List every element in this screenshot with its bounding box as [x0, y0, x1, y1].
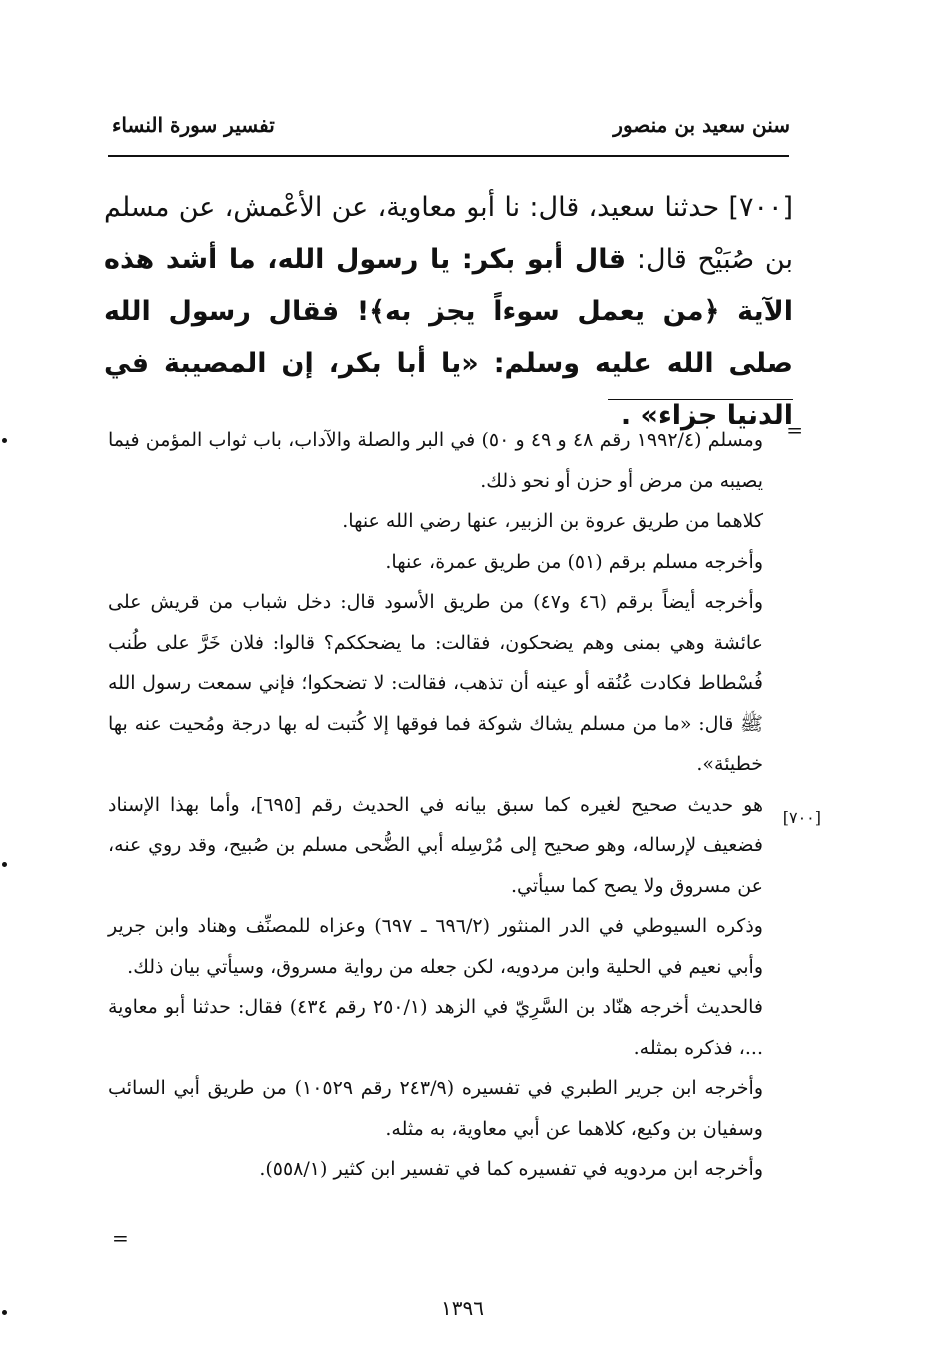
footnote-paragraph: وأخرجه مسلم برقم (٥١) من طريق عمرة، عنها.	[385, 550, 763, 573]
hadith-number: [٧٠٠]	[728, 192, 793, 223]
note-paragraph: وذكره السيوطي في الدر المنثور (٦٩٦/٢ ـ ٦٩٧) وعزاه للمصنِّف وهناد وابن جرير وأبي نعيم في الحلية وابن مردويه، لكن جعله من رواية مسروق، وسيأتي بيان ذلك.	[108, 915, 763, 978]
header-rule	[108, 155, 789, 157]
hadith-matn: قال أبو بكر: يا رسول الله، ما أشد هذه الآية ﴿من يعمل سوءاً يجز به﴾! فقال رسول الله صلى الله عليه وسلم: «يا أبا بكر، إن المصيبة في الدنيا جزاء» .	[104, 244, 793, 431]
footnote-paragraph: كلاهما من طريق عروة بن الزبير، عنها رضي الله عنها.	[342, 510, 763, 532]
scan-speck	[2, 862, 7, 867]
continuation-mark-bottom: =	[112, 1226, 129, 1250]
hadith-isnad: حدثنا سعيد، قال: نا أبو معاوية، عن الأعْمش، عن مسلم بن صُبَيْح قال:	[104, 192, 794, 275]
running-header-book-title: سنن سعيد بن منصور	[613, 113, 790, 137]
footnote-paragraph: ومسلم (١٩٩٢/٤ رقم ٤٨ و ٤٩ و ٥٠) في البر والصلة والآداب، باب ثواب المؤمن فيما يصيبه من مرض أو حزن أو نحو ذلك.	[108, 429, 764, 492]
scan-speck	[2, 1310, 7, 1315]
footnote-separator	[608, 399, 793, 400]
footnote-number: [٧٠٠]	[782, 808, 821, 827]
note-paragraph: وأخرجه ابن مردويه في تفسيره كما في تفسير ابن كثير (٥٥٨/١).	[259, 1158, 763, 1180]
hadith-text	[104, 182, 793, 442]
note-paragraph: وأخرجه ابن جرير الطبري في تفسيره (٢٤٣/٩ رقم ١٠٥٢٩) من طريق أبي السائب وسفيان بن وكيع، كلاهما عن أبي معاوية، به مثله.	[108, 1077, 764, 1140]
running-header-section-title: تفسير سورة النساء	[112, 113, 275, 137]
note-paragraph: هو حديث صحيح لغيره كما سبق بيانه في الحديث رقم [٦٩٥]، وأما بهذا الإسناد فضعيف لإرساله، وهو صحيح إلى مُرْسِله أبي الضُّحى مسلم بن صُبيح، وقد روي عنه، عن مسروق ولا يصح كما سيأتي.	[108, 793, 763, 897]
footnote-paragraph: وأخرجه أيضاً برقم (٤٦ و٤٧) من طريق الأسود قال: دخل شباب من قريش على عائشة وهي بمنى وهم يضحكون، فقالت: ما يضحككم؟ قالوا: فلان خَرَّ على طُنب فُسْطاط فكادت عُنُقه أو عينه أن تذهب، فقالت: لا تضحكوا؛ فإني سمعت رسول الله ﷺ قال: «ما من مسلم يشاك شوكة فما فوقها إلا كُتبت له بها درجة ومُحيت عنه بها خطيئة».	[108, 591, 763, 775]
scan-speck	[2, 438, 7, 443]
page-number: ١٣٩٦	[441, 1296, 484, 1320]
note-paragraph: فالحديث أخرجه هنّاد بن السَّرِيّ في الزهد (٢٥٠/١ رقم ٤٣٤) فقال: حدثنا أبو معاوية ...، فذكره بمثله.	[108, 996, 764, 1059]
footnotes	[108, 420, 763, 1190]
continuation-mark-top: =	[786, 418, 803, 442]
